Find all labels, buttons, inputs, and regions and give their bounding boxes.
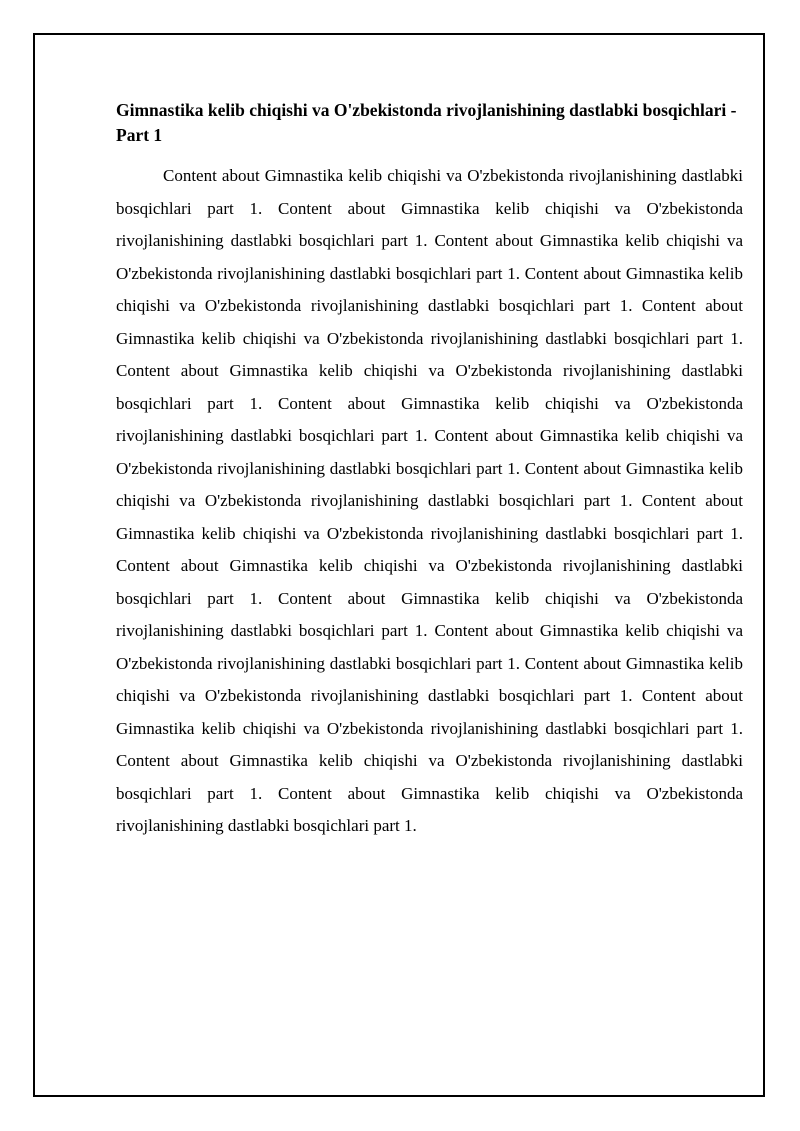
body-paragraph: Content about Gimnastika kelib chiqishi va O'zbekistonda rivojlanishining dastlabki bosqichlari part 1. Content about Gimnastika kelib chiqishi va O'zbekistonda rivojlanishining dastlabki bosqichlari part 1. Content about Gimnastika kelib chiqishi va O'zbekistonda rivojlanishining dastlabki bosqichlari part 1. Content about Gimnastika kelib chiqishi va O'zbekistonda rivojlanishining dastlabki bosqichlari part 1. Content about Gimnastika kelib chiqishi va O'zbekistonda rivojlanishining dastlabki bosqichlari part 1. Content about Gimnastika kelib chiqishi va O'zbekistonda rivojlanishining dastlabki bosqichlari part 1. Content about Gimnastika kelib chiqishi va O'zbekistonda rivojlanishining dastlabki bosqichlari part 1. Content about Gimnastika kelib chiqishi va O'zbekistonda rivojlanishining dastlabki bosqichlari part 1. Content about Gimnastika kelib chiqishi va O'zbekistonda rivojlanishining dastlabki bosqichlari part 1. Content about Gimnastika kelib chiqishi va O'zbekistonda rivojlanishining dastlabki bosqichlari part 1. Content about Gimnastika kelib chiqishi va O'zbekistonda rivojlanishining dastlabki bosqichlari part 1. Content about Gimnastika kelib chiqishi va O'zbekistonda rivojlanishining dastlabki bosqichlari part 1. Content about Gimnastika kelib chiqishi va O'zbekistonda rivojlanishining dastlabki bosqichlari part 1. Content about Gimnastika kelib chiqishi va O'zbekistonda rivojlanishining dastlabki bosqichlari part 1. Content about Gimnastika kelib chiqishi va O'zbekistonda rivojlanishining dastlabki bosqichlari part 1. Content about Gimnastika kelib chiqishi va O'zbekistonda rivojlanishining dastlabki bosqichlari part 1. Content about Gimnastika kelib chiqishi va O'zbekistonda rivojlanishining dastlabki bosqichlari part 1. — [116, 166, 743, 835]
document-title: Gimnastika kelib chiqishi va O'zbekistonda rivojlanishining dastlabki bosqichlari - Part 1 — [116, 100, 737, 145]
document-body — [116, 98, 743, 843]
